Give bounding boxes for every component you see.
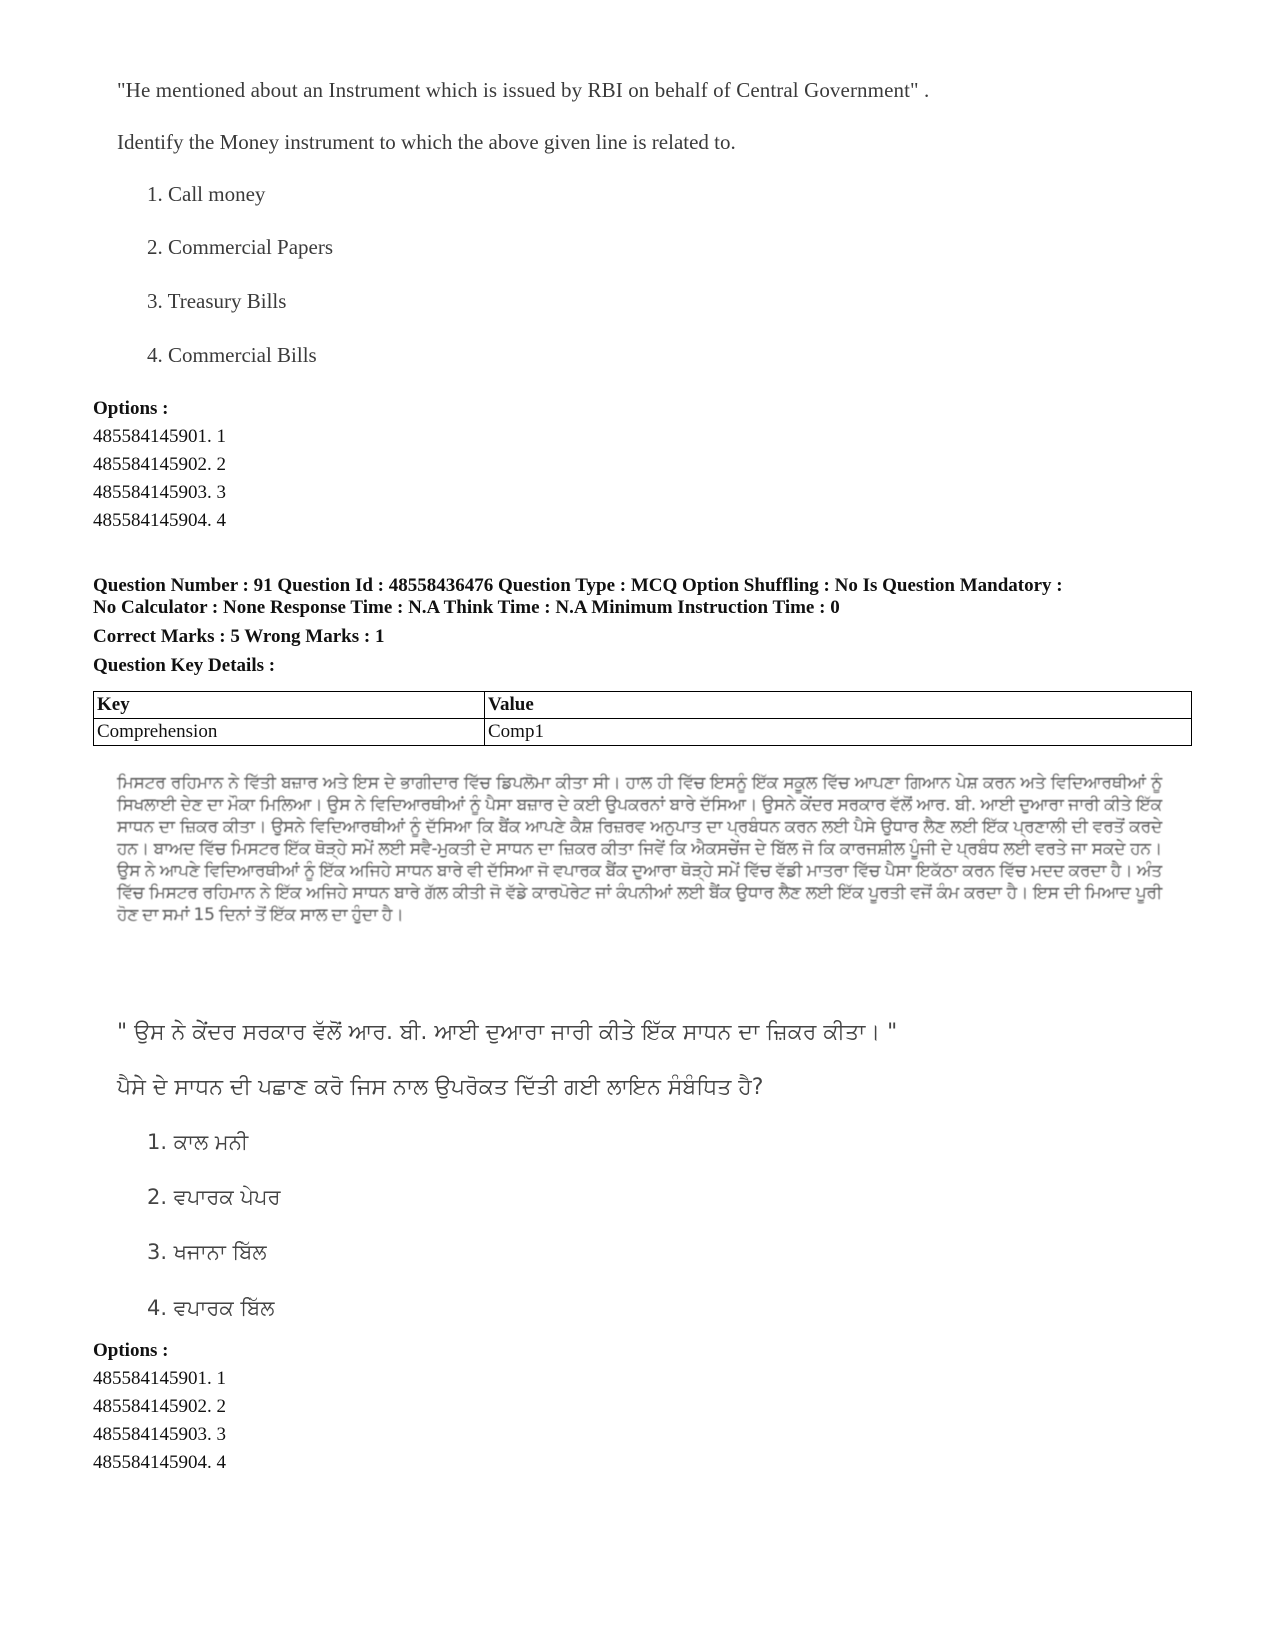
- option-id: 485584145901. 1: [93, 426, 226, 447]
- choice-item: 3. Treasury Bills: [147, 289, 287, 313]
- table-header-row: [94, 692, 1192, 719]
- option-id: 485584145904. 4: [93, 510, 226, 531]
- question-meta-line2: No Calculator : None Response Time : N.A Think Time : N.A Minimum Instruction Time : 0: [93, 597, 840, 618]
- table-header-key: Key: [94, 692, 485, 719]
- choice-item-punjabi: 2. ਵਪਾਰਕ ਪੇਪਰ: [147, 1185, 281, 1209]
- option-id: 485584145902. 2: [93, 1396, 226, 1417]
- table-row: [94, 719, 1192, 746]
- options-title: Options :: [93, 398, 169, 419]
- question-meta-line1: Question Number : 91 Question Id : 48558436476 Question Type : MCQ Option Shuffling : No Is Question Mandatory :: [93, 575, 1063, 596]
- choice-item-punjabi: 1. ਕਾਲ ਮਨੀ: [147, 1130, 249, 1154]
- choice-item-punjabi: 4. ਵਪਾਰਕ ਬਿੱਲ: [147, 1296, 275, 1320]
- key-details-title: Question Key Details :: [93, 655, 276, 676]
- option-id: 485584145903. 3: [93, 482, 226, 503]
- key-details-table: [93, 691, 1192, 746]
- question-passage-punjabi: ਮਿਸਟਰ ਰਹਿਮਾਨ ਨੇ ਵਿੱਤੀ ਬਜ਼ਾਰ ਅਤੇ ਇਸ ਦੇ ਭਾਗੀਦਾਰ ਵਿੱਚ ਡਿਪਲੋਮਾ ਕੀਤਾ ਸੀ। ਹਾਲ ਹੀ ਵਿੱਚ ਇਸਨੂੰ ਇੱਕ ਸਕੂਲ ਵਿੱਚ ਆਪਣਾ ਗਿਆਨ ਪੇਸ਼ ਕਰਨ ਅਤੇ ਵਿਦਿਆਰਥੀਆਂ ਨੂੰ ਸਿਖਲਾਈ ਦੇਣ ਦਾ ਮੌਕਾ ਮਿਲਿਆ। ਉਸ ਨੇ ਵਿਦਿਆਰਥੀਆਂ ਨੂੰ ਪੈਸਾ ਬਜ਼ਾਰ ਦੇ ਕਈ ਉਪਕਰਨਾਂ ਬਾਰੇ ਦੱਸਿਆ। ਉਸਨੇ ਕੇਂਦਰ ਸਰਕਾਰ ਵੱਲੋਂ ਆਰ. ਬੀ. ਆਈ ਦੁਆਰਾ ਜਾਰੀ ਕੀਤੇ ਇੱਕ ਸਾਧਨ ਦਾ ਜ਼ਿਕਰ ਕੀਤਾ। ਉਸਨੇ ਵਿਦਿਆਰਥੀਆਂ ਨੂੰ ਦੱਸਿਆ ਕਿ ਬੈਂਕ ਆਪਣੇ ਕੈਸ਼ ਰਿਜ਼ਰਵ ਅਨੁਪਾਤ ਦਾ ਪ੍ਰਬੰਧਨ ਕਰਨ ਲਈ ਪੈਸੇ ਉਧਾਰ ਲੈਣ ਲਈ ਇੱਕ ਪ੍ਰਣਾਲੀ ਦੀ ਵਰਤੋਂ ਕਰਦੇ ਹਨ। ਬਾਅਦ ਵਿੱਚ ਮਿਸਟਰ ਇੱਕ ਥੋੜ੍ਹੇ ਸਮੇਂ ਲਈ ਸਵੈ-ਮੁਕਤੀ ਦੇ ਸਾਧਨ ਦਾ ਜ਼ਿਕਰ ਕੀਤਾ ਜਿਵੇਂ ਕਿ ਐਕਸਚੇਂਜ ਦੇ ਬਿੱਲ ਜੋ ਕਿ ਕਾਰਜਸ਼ੀਲ ਪੂੰਜੀ ਦੇ ਪ੍ਰਬੰਧ ਲਈ ਵਰਤੇ ਜਾ ਸਕਦੇ ਹਨ। ਉਸ ਨੇ ਆਪਣੇ ਵਿਦਿਆਰਥੀਆਂ ਨੂੰ ਇੱਕ ਅਜਿਹੇ ਸਾਧਨ ਬਾਰੇ ਵੀ ਦੱਸਿਆ ਜੋ ਵਪਾਰਕ ਬੈਂਕ ਦੁਆਰਾ ਥੋੜ੍ਹੇ ਸਮੇਂ ਵਿੱਚ ਵੱਡੀ ਮਾਤਰਾ ਵਿੱਚ ਪੈਸਾ ਇਕੱਠਾ ਕਰਨ ਵਿੱਚ ਮਦਦ ਕਰਦਾ ਹੈ। ਅੰਤ ਵਿੱਚ ਮਿਸਟਰ ਰਹਿਮਾਨ ਨੇ ਇੱਕ ਅਜਿਹੇ ਸਾਧਨ ਬਾਰੇ ਗੱਲ ਕੀਤੀ ਜੋ ਵੱਡੇ ਕਾਰਪੋਰੇਟ ਜਾਂ ਕੰਪਨੀਆਂ ਲਈ ਬੈਂਕ ਉਧਾਰ ਲੈਣ ਲਈ ਇੱਕ ਪੂਰਤੀ ਵਜੋਂ ਕੰਮ ਕਰਦਾ ਹੈ। ਇਸ ਦੀ ਮਿਆਦ ਪੂਰੀ ਹੋਣ ਦਾ ਸਮਾਂ 15 ਦਿਨਾਂ ਤੋਂ ਇੱਕ ਸਾਲ ਦਾ ਹੁੰਦਾ ਹੈ।: [117, 773, 1162, 925]
- question-image-english: [0, 0, 1275, 380]
- question-quote: "He mentioned about an Instrument which is issued by RBI on behalf of Central Government" .: [117, 78, 930, 102]
- table-cell-value: Comp1: [485, 719, 1192, 746]
- option-id: 485584145904. 4: [93, 1452, 226, 1473]
- question-instruction-punjabi: ਪੈਸੇ ਦੇ ਸਾਧਨ ਦੀ ਪਛਾਣ ਕਰੋ ਜਿਸ ਨਾਲ ਉਪਰੋਕਤ ਦਿੱਤੀ ਗਈ ਲਾਇਨ ਸੰਬੰਧਿਤ ਹੈ?: [117, 1075, 764, 1100]
- choice-item: 1. Call money: [147, 182, 266, 206]
- option-id: 485584145902. 2: [93, 454, 226, 475]
- question-marks: Correct Marks : 5 Wrong Marks : 1: [93, 626, 385, 647]
- table-cell-key: Comprehension: [94, 719, 485, 746]
- options-title: Options :: [93, 1340, 169, 1361]
- choice-item: 2. Commercial Papers: [147, 235, 334, 259]
- table-header-value: Value: [485, 692, 1192, 719]
- option-id: 485584145903. 3: [93, 1424, 226, 1445]
- option-id: 485584145901. 1: [93, 1368, 226, 1389]
- choice-item: 4. Commercial Bills: [147, 343, 317, 367]
- choice-item-punjabi: 3. ਖਜਾਨਾ ਬਿੱਲ: [147, 1240, 267, 1264]
- question-instruction: Identify the Money instrument to which the above given line is related to.: [117, 130, 736, 154]
- question-quote-punjabi: " ਉਸ ਨੇ ਕੇਂਦਰ ਸਰਕਾਰ ਵੱਲੋਂ ਆਰ. ਬੀ. ਆਈ ਦੁਆਰਾ ਜਾਰੀ ਕੀਤੇ ਇੱਕ ਸਾਧਨ ਦਾ ਜ਼ਿਕਰ ਕੀਤਾ। ": [117, 1020, 898, 1045]
